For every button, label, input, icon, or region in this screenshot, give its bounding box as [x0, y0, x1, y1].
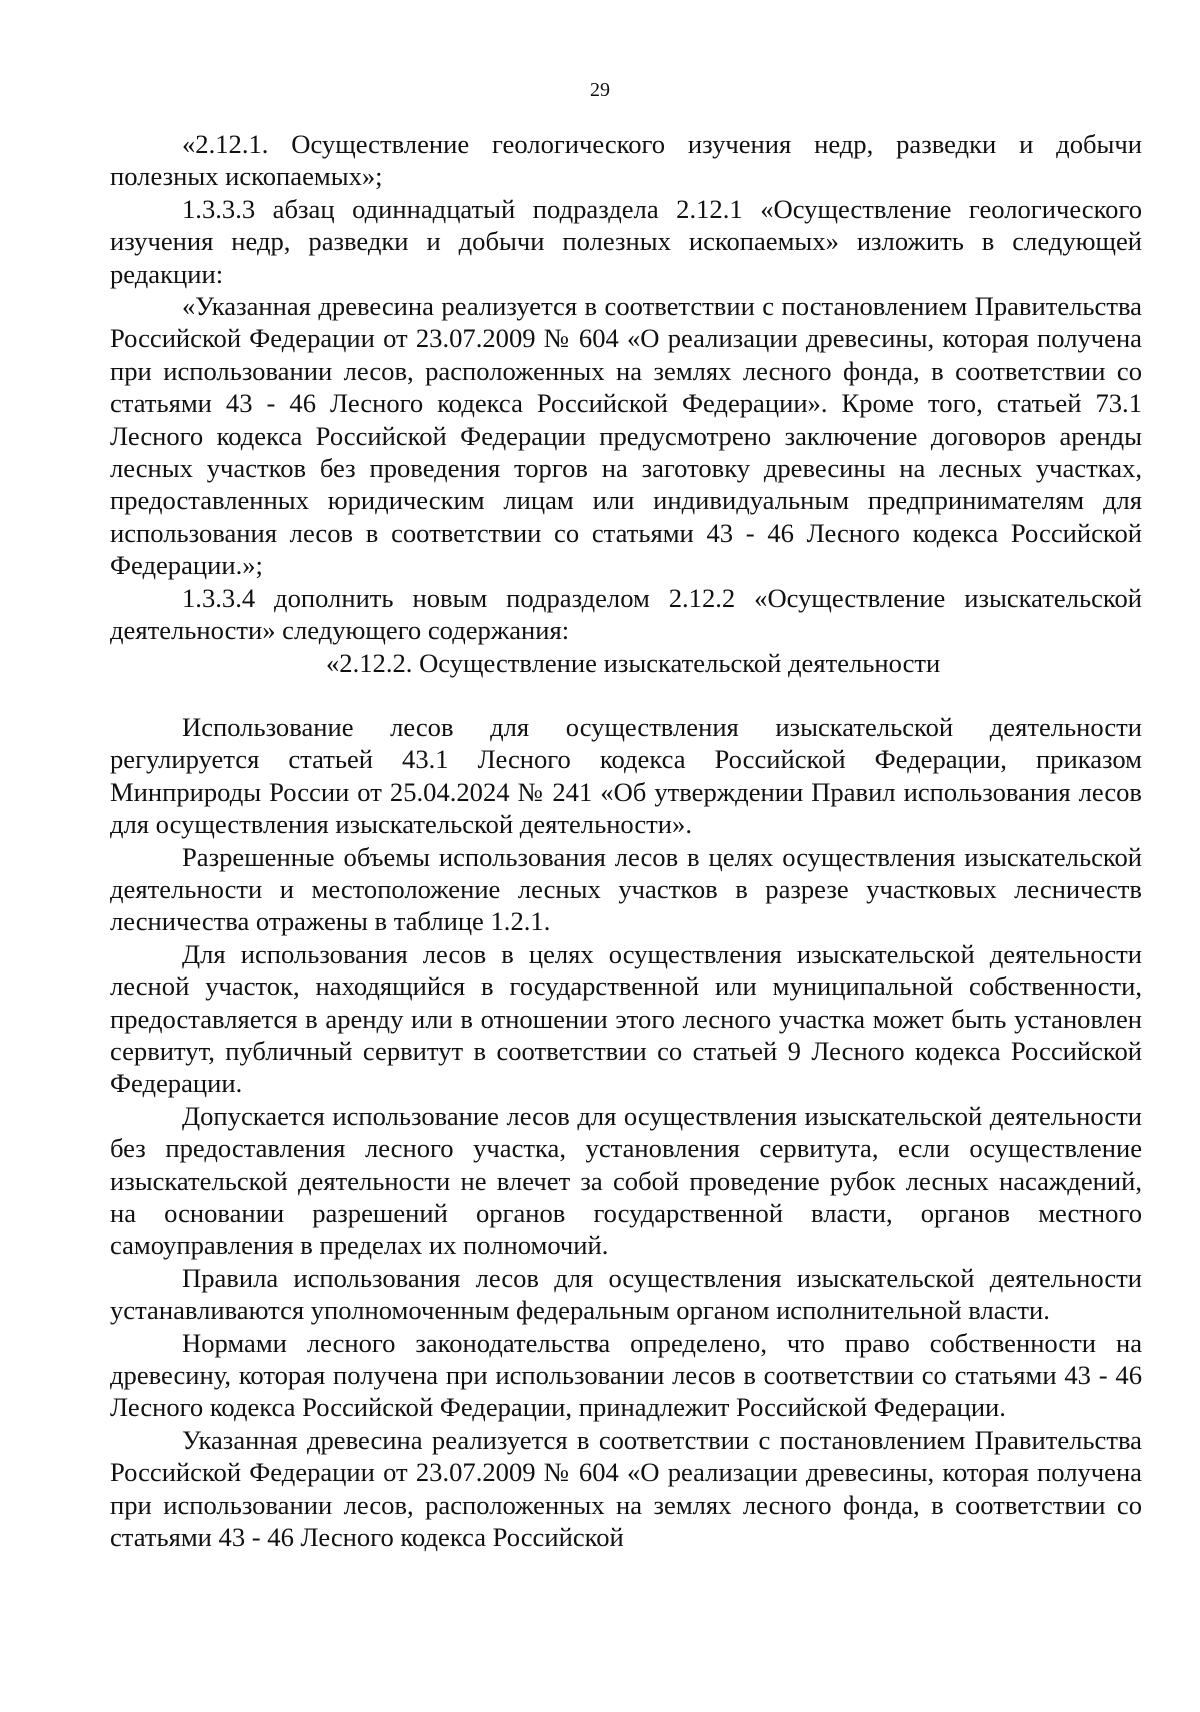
paragraph-section-2-12-1-title: «2.12.1. Осуществление геологического изучения недр, разведки и добычи полезных ископаемых»;: [110, 129, 1142, 192]
paragraph-permitted-volumes: Разрешенные объемы использования лесов в целях осуществления изыскательской деятельности и местоположение лесных участков в разрезе участковых лесничеств лесничества отражены в таблице 1.2.1.: [110, 841, 1142, 937]
paragraph-wood-sale: Указанная древесина реализуется в соответствии с постановлением Правительства Российской Федерации от 23.07.2009 № 604 «О реализации древесины, которая получена при использовании лесов, расположенных на землях лесного фонда, в соответствии со статьями 43 - 46 Лесного кодекса Российской: [110, 1424, 1142, 1553]
page-number: 29: [590, 79, 610, 101]
paragraph-rules-established: Правила использования лесов для осуществления изыскательской деятельности устанавливаются уполномоченным федеральным органом исполнительной власти.: [110, 1262, 1142, 1326]
paragraph-item-1-3-3-3: 1.3.3.3 абзац одиннадцатый подраздела 2.12.1 «Осуществление геологического изучения недр, разведки и добычи полезных ископаемых» изложить в следующей редакции:: [110, 193, 1142, 289]
paragraph-gap: [110, 679, 1142, 711]
paragraph-item-1-3-3-4: 1.3.3.4 дополнить новым подразделом 2.12.2 «Осуществление изыскательской деятельности» следующего содержания:: [110, 582, 1142, 646]
document-body: [110, 128, 1142, 1553]
paragraph-forest-use-regulation: Использование лесов для осуществления изыскательской деятельности регулируется статьей 43.1 Лесного кодекса Российской Федерации, приказом Минприроды России от 25.04.2024 № 241 «Об утверждении Правил использования лесов для осуществления изыскательской деятельности».: [110, 711, 1142, 840]
paragraph-use-without-plot: Допускается использование лесов для осуществления изыскательской деятельности без предоставления лесного участка, установления сервитута, если осуществление изыскательской деятельности не влечет за собой проведение рубок лесных насаждений, на основании разрешений органов государственной власти, органов местного самоуправления в пределах их полномочий.: [110, 1100, 1142, 1261]
paragraph-quoted-wood-sale: «Указанная древесина реализуется в соответствии с постановлением Правительства Российской Федерации от 23.07.2009 № 604 «О реализации древесины, которая получена при использовании лесов, расположенных на землях лесного фонда, в соответствии со статьями 43 - 46 Лесного кодекса Российской Федерации». Кроме того, статьей 73.1 Лесного кодекса Российской Федерации предусмотрено заключение договоров аренды лесных участков без проведения торгов на заготовку древесины на лесных участках, предоставленных юридическим лицам или индивидуальным предпринимателям для использования лесов в соответствии со статьями 43 - 46 Лесного кодекса Российской Федерации.»;: [110, 291, 1142, 581]
paragraph-ownership-of-wood: Нормами лесного законодательства определено, что право собственности на древесину, которая получена при использовании лесов в соответствии со статьями 43 - 46 Лесного кодекса Российской Федерации, принадлежит Российской Федерации.: [110, 1327, 1142, 1423]
paragraph-plot-lease-servitude: Для использования лесов в целях осуществления изыскательской деятельности лесной участок, находящийся в государственной или муниципальной собственности, предоставляется в аренду или в отношении этого лесного участка может быть установлен сервитут, публичный сервитут в соответствии со статьей 9 Лесного кодекса Российской Федерации.: [110, 938, 1142, 1099]
subsection-2-12-2-heading: «2.12.2. Осуществление изыскательской деятельности: [326, 647, 941, 678]
